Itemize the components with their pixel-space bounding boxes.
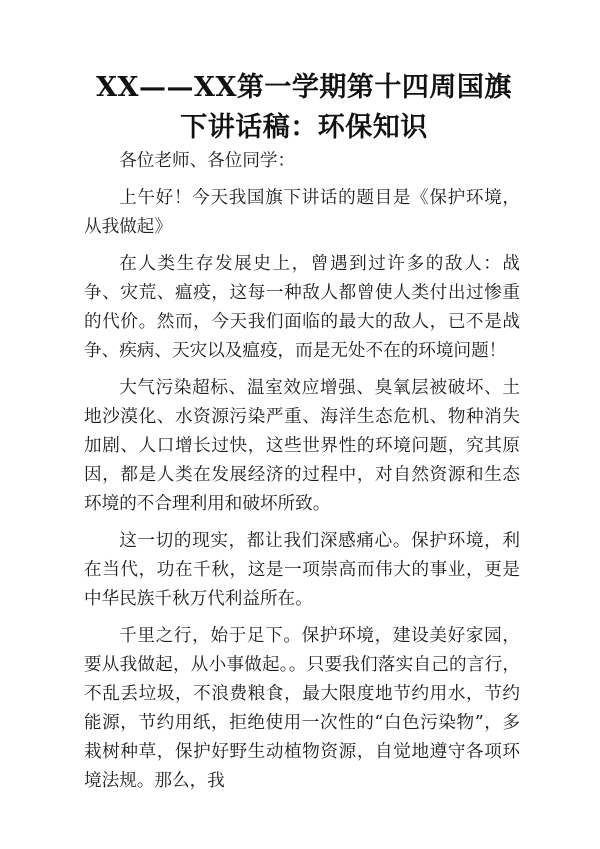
document-title: XX——XX第一学期第十四周国旗下讲话稿：环保知识 [96, 72, 512, 143]
paragraph-reality: 这一切的现实，都让我们深感痛心。保护环境，利在当代，功在千秋，这是一项崇高而伟大的事业，更是中华民族千秋万代利益所在。 [84, 531, 520, 609]
paragraph-enemies: 在人类生存发展史上，曾遇到过许多的敌人：战争、灾荒、瘟疫，这每一种敌人都曾使人类付出过惨重的代价。然而，今天我们面临的最大的敌人，已不是战争、疾病、天灾以及瘟疫，而是无处不在的环境问题！ [84, 254, 520, 361]
paragraph-salutation: 各位老师、各位同学： [119, 151, 296, 171]
paragraph-greeting: 上午好！今天我国旗下讲话的题目是《保护环境，从我做起》 [84, 188, 520, 237]
document-body [84, 147, 520, 804]
paragraph-action: 千里之行，始于足下。保护环境，建设美好家园，要从我做起，从小事做起。。只要我们落实自己的言行，不乱丢垃圾，不浪费粮食，最大限度地节约用水，节约能源，节约用纸，拒绝使用一次性的“白色污染物”，多栽树种草，保护好野生动植物资源，自觉地遵守各项环境法规。那么，我 [84, 626, 520, 791]
paragraph-environment-problems: 大气污染超标、温室效应增强、臭氧层被破坏、土地沙漠化、水资源污染严重、海洋生态危机、物种消失加剧、人口增长过快，这些世界性的环境问题，究其原因，都是人类在发展经济的过程中，对自然资源和生态环境的不合理利用和破坏所致。 [84, 378, 520, 514]
